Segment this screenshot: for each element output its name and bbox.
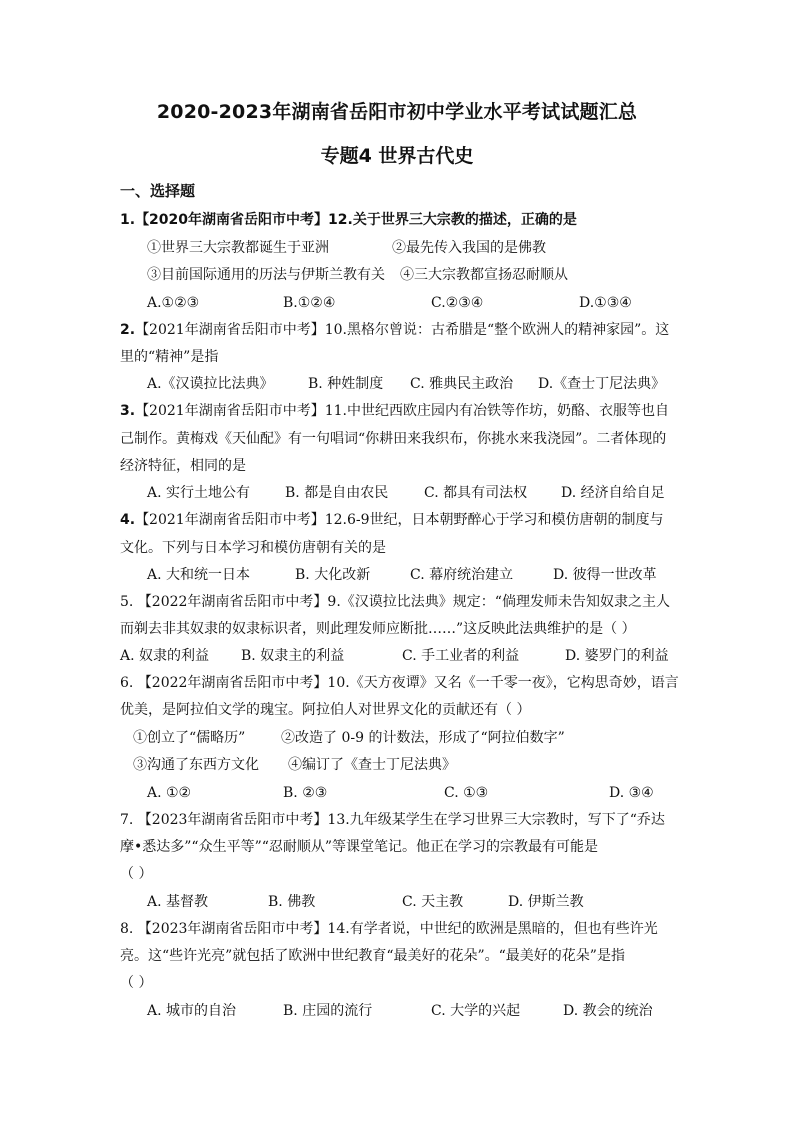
question-3-option-d: D. 经济自给自足	[561, 485, 665, 501]
question-6-line-2: 优美，是阿拉伯文学的瑰宝。阿拉伯人对世界文化的贡献还有（ ）	[120, 702, 531, 718]
question-2-line-1: 【2021年湖南省岳阳市中考】10.黑格尔曾说：古希腊是“整个欧洲人的精神家园”。这	[135, 322, 670, 338]
question-1-option-a: A.①②③	[147, 295, 200, 311]
question-6-statement-4: ④编订了《查士丁尼法典》	[288, 757, 456, 773]
question-3-number: 3.	[120, 403, 136, 419]
question-1-source: 【2020年湖南省岳阳市中考】12.关于世界三大宗教的描述，正确的是	[135, 212, 577, 228]
question-7-line-1: 7. 【2023年湖南省岳阳市中考】13.九年级某学生在学习世界三大宗教时，写下了“乔达	[120, 812, 665, 828]
question-4-line-1: 【2021年湖南省岳阳市中考】12.6-9世纪，日本朝野醉心于学习和模仿唐朝的制度与	[135, 512, 664, 528]
question-6-option-b: B. ②③	[283, 785, 328, 801]
question-3-line-1: 【2021年湖南省岳阳市中考】11.中世纪西欧庄园内有冶铁等作坊，奶酪、衣服等也自	[135, 403, 669, 419]
question-1-statement-4: ④三大宗教都宣扬忍耐顺从	[400, 267, 568, 283]
question-3-stem	[120, 401, 669, 421]
question-6-option-a: A. ①②	[147, 785, 192, 801]
question-2-option-a: A.《汉谟拉比法典》	[147, 376, 274, 392]
question-4-option-d: D. 彼得一世改革	[553, 567, 657, 583]
question-7-option-a: A. 基督教	[147, 894, 209, 910]
question-5-option-c: C. 手工业者的利益	[402, 648, 520, 664]
question-4-option-c: C. 幕府统治建立	[410, 567, 514, 583]
question-4-stem	[120, 510, 664, 530]
question-1-option-b: B.①②④	[283, 295, 336, 311]
question-7-option-d: D. 伊斯兰教	[508, 894, 584, 910]
question-7-option-b: B. 佛教	[268, 894, 316, 910]
question-5-option-b: B. 奴隶主的利益	[241, 648, 345, 664]
question-2-number: 2.	[120, 322, 136, 338]
question-8-line-2: 亮。这“些许光亮”就包括了欧洲中世纪教育“最美好的花朵”。“最美好的花朵”是指	[120, 948, 625, 964]
question-6-statement-1: ①创立了“儒略历”	[133, 730, 246, 746]
question-2-option-b: B. 种姓制度	[308, 376, 384, 392]
question-5-line-2: 而剃去非其奴隶的奴隶标识者，则此理发师应断批……”这反映此法典维护的是（ ）	[120, 621, 636, 637]
question-1-option-d: D.①③④	[579, 295, 632, 311]
question-4-number: 4.	[120, 512, 136, 528]
question-6-statement-3: ③沟通了东西方文化	[133, 757, 259, 773]
question-2-option-c: C. 雅典民主政治	[410, 376, 514, 392]
question-6-statement-2: ②改造了 0-9 的计数法，形成了“阿拉伯数字”	[281, 730, 565, 746]
question-5-option-a: A. 奴隶的利益	[120, 648, 210, 664]
question-1-statement-2: ②最先传入我国的是佛教	[392, 240, 546, 256]
question-1-statement-1: ①世界三大宗教都诞生于亚洲	[147, 240, 329, 256]
section-heading: 一、选择题	[120, 182, 196, 200]
question-1-stem	[120, 210, 577, 230]
question-3-line-2: 己制作。黄梅戏《天仙配》有一句唱词“你耕田来我织布，你挑水来我浇园”。二者体现的	[120, 431, 667, 447]
question-8-line-3: （ ）	[120, 975, 153, 991]
question-5-option-d: D. 婆罗门的利益	[565, 648, 669, 664]
question-8-option-a: A. 城市的自治	[147, 1003, 237, 1019]
page-subtitle: 专题4 世界古代史	[320, 145, 474, 167]
question-4-option-b: B. 大化改新	[295, 567, 371, 583]
question-8-option-d: D. 教会的统治	[563, 1003, 653, 1019]
question-3-option-a: A. 实行土地公有	[147, 485, 251, 501]
question-2-line-2: 里的“精神”是指	[120, 349, 219, 365]
question-3-option-c: C. 都具有司法权	[424, 485, 528, 501]
question-1-option-c: C.②③④	[431, 295, 484, 311]
question-8-line-1: 8. 【2023年湖南省岳阳市中考】14.有学者说，中世纪的欧洲是黑暗的，但也有些许光	[120, 921, 658, 937]
question-2-stem	[120, 320, 669, 340]
question-7-line-2: 摩•悉达多”“众生平等”“忍耐顺从”等课堂笔记。他正在学习的宗教最有可能是	[120, 839, 599, 855]
question-7-option-c: C. 天主教	[402, 894, 464, 910]
question-1-statement-3: ③目前国际通用的历法与伊斯兰教有关	[147, 267, 385, 283]
question-3-option-b: B. 都是自由农民	[285, 485, 389, 501]
question-7-line-3: （ ）	[120, 866, 153, 882]
question-1-number: 1.	[120, 212, 136, 228]
page-title: 2020-2023年湖南省岳阳市初中学业水平考试试题汇总	[156, 101, 638, 123]
question-5-line-1: 5. 【2022年湖南省岳阳市中考】9.《汉谟拉比法典》规定：“倘理发师未告知奴隶之主人	[120, 594, 670, 610]
question-2-option-d: D.《查士丁尼法典》	[538, 376, 666, 392]
question-8-option-b: B. 庄园的流行	[283, 1003, 373, 1019]
question-6-option-d: D. ③④	[609, 785, 654, 801]
question-6-option-c: C. ①③	[444, 785, 489, 801]
question-3-line-3: 经济特征，相同的是	[120, 458, 246, 474]
question-6-line-1: 6. 【2022年湖南省岳阳市中考】10.《天方夜谭》又名《一千零一夜》，它构思奇妙，语言	[120, 675, 679, 691]
question-4-option-a: A. 大和统一日本	[147, 567, 251, 583]
question-4-line-2: 文化。下列与日本学习和模仿唐朝有关的是	[120, 540, 386, 556]
question-8-option-c: C. 大学的兴起	[431, 1003, 521, 1019]
